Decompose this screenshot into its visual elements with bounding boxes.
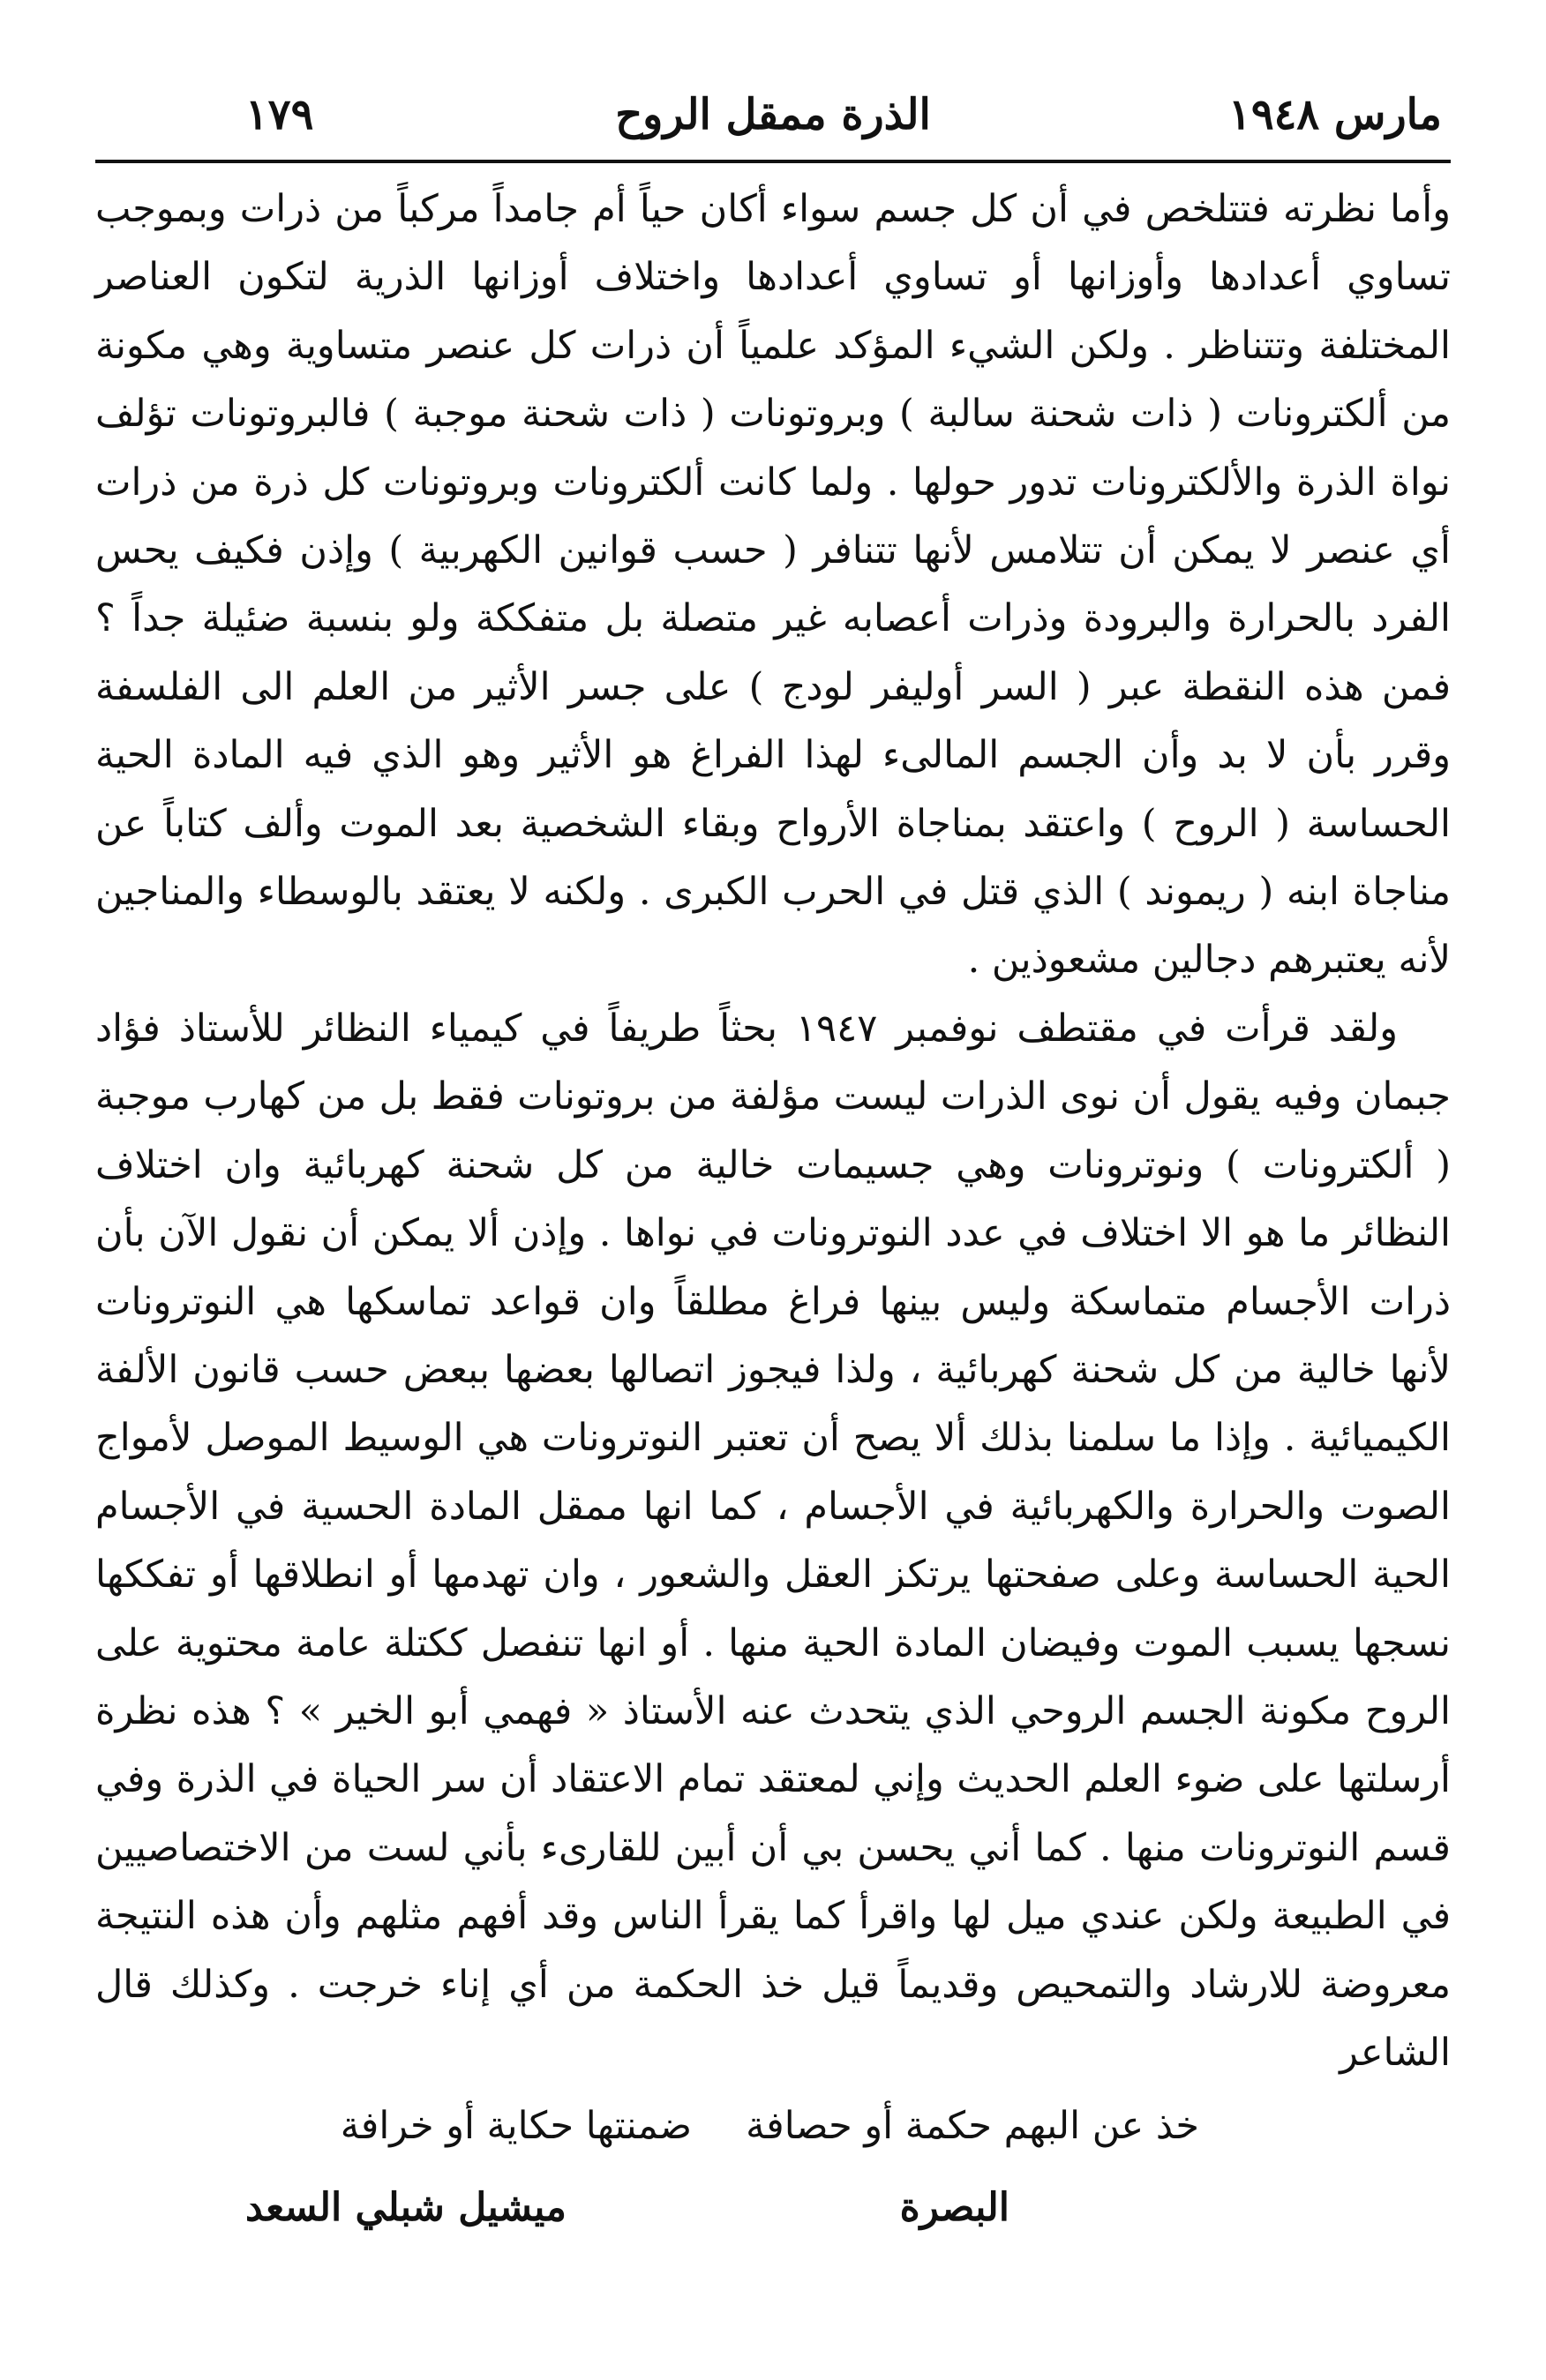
paragraph-first: وأما نظرته فتتلخص في أن كل جسم سواء أكان حياً أم جامداً مركباً من ذرات وبموجب تساوي أعدادها وأوزانها أو تساوي أعدادها واختلاف أوزانها الذرية لتكون العناصر المختلفة وتتناظر . ولكن الشيء المؤكد علمياً أن ذرات كل عنصر متساوية وهي مكونة من ألكترونات ( ذات شحنة سالبة ) وبروتونات ( ذات شحنة موجبة ) فالبروتونات تؤلف نواة الذرة والألكترونات تدور حولها . ولما كانت ألكترونات وبروتونات كل ذرة من ذرات أي عنصر لا يمكن أن تتلامس لأنها تتنافر ( حسب قوانين الكهربية ) وإذن فكيف يحس الفرد بالحرارة والبرودة وذرات أعصابه غير متصلة بل متفككة ولو بنسبة ضئيلة جداً ؟ فمن هذه النقطة عبر ( السر أوليفر لودج ) على جسر الأثير من العلم الى الفلسفة وقرر بأن لا بد وأن الجسم المالىء لهذا الفراغ هو الأثير وهو الذي فيه المادة الحية الحساسة ( الروح ) واعتقد بمناجاة الأرواح وبقاء الشخصية بعد الموت وألف كتاباً عن مناجاة ابنه ( ريموند ) الذي قتل في الحرب الكبرى . ولكنه لا يعتقد بالوسطاء والمناجين لأنه يعتبرهم دجالين مشعوذين . [95, 187, 1451, 983]
issue-date: مارس ١٩٤٨ [1228, 90, 1442, 139]
poem-verse [95, 2092, 1451, 2160]
verse-first-hemistich: خذ عن البهم حكمة أو حصافة [746, 2104, 1199, 2149]
header-rule [95, 160, 1451, 163]
article-body [95, 176, 1451, 2087]
verse-second-hemistich: ضمنتها حكاية أو خرافة [340, 2104, 692, 2149]
article-title: الذرة ممقل الروح [615, 90, 931, 139]
running-header [95, 84, 1451, 163]
signature-line [95, 2173, 1451, 2243]
page-number: ١٧٩ [245, 90, 314, 139]
author-name: ميشيل شبلي السعد [245, 2185, 567, 2231]
paragraph-second: ولقد قرأت في مقتطف نوفمبر ١٩٤٧ بحثاً طريفاً في كيمياء النظائر للأستاذ فؤاد جبمان وفيه يقول أن نوى الذرات ليست مؤلفة من بروتونات فقط بل من كهارب موجبة ( ألكترونات ) ونوترونات وهي جسيمات خالية من كل شحنة كهربائية وان اختلاف النظائر ما هو الا اختلاف في عدد النوترونات في نواها . وإذن ألا يمكن أن نقول الآن بأن ذرات الأجسام متماسكة وليس بينها فراغ مطلقاً وان قواعد تماسكها هي النوترونات لأنها خالية من كل شحنة كهربائية ، ولذا فيجوز اتصالها بعضها ببعض حسب قانون الألفة الكيميائية . وإذا ما سلمنا بذلك ألا يصح أن تعتبر النوترونات هي الوسيط الموصل لأمواج الصوت والحرارة والكهربائية في الأجسام ، كما انها ممقل المادة الحسية في الأجسام الحية الحساسة وعلى صفحتها يرتكز العقل والشعور ، وان تهدمها أو انطلاقها أو تفككها نسجها يسبب الموت وفيضان المادة الحية منها . أو انها تنفصل ككتلة عامة محتوية على الروح مكونة الجسم الروحي الذي يتحدث عنه الأستاذ « فهمي أبو الخير » ؟ هذه نظرة أرسلتها على ضوء العلم الحديث وإني لمعتقد تمام الاعتقاد أن سر الحياة في الذرة وفي قسم النوترونات منها . كما أني يحسن بي أن أبين للقارىء بأني لست من الاختصاصيين في الطبيعة ولكن عندي ميل لها واقرأ كما يقرأ الناس وقد أفهم مثلهم وأن هذه النتيجة معروضة للارشاد والتمحيص وقديماً قيل خذ الحكمة من أي إناء خرجت . وكذلك قال الشاعر [95, 1006, 1451, 2075]
author-location: البصرة [899, 2185, 1009, 2231]
